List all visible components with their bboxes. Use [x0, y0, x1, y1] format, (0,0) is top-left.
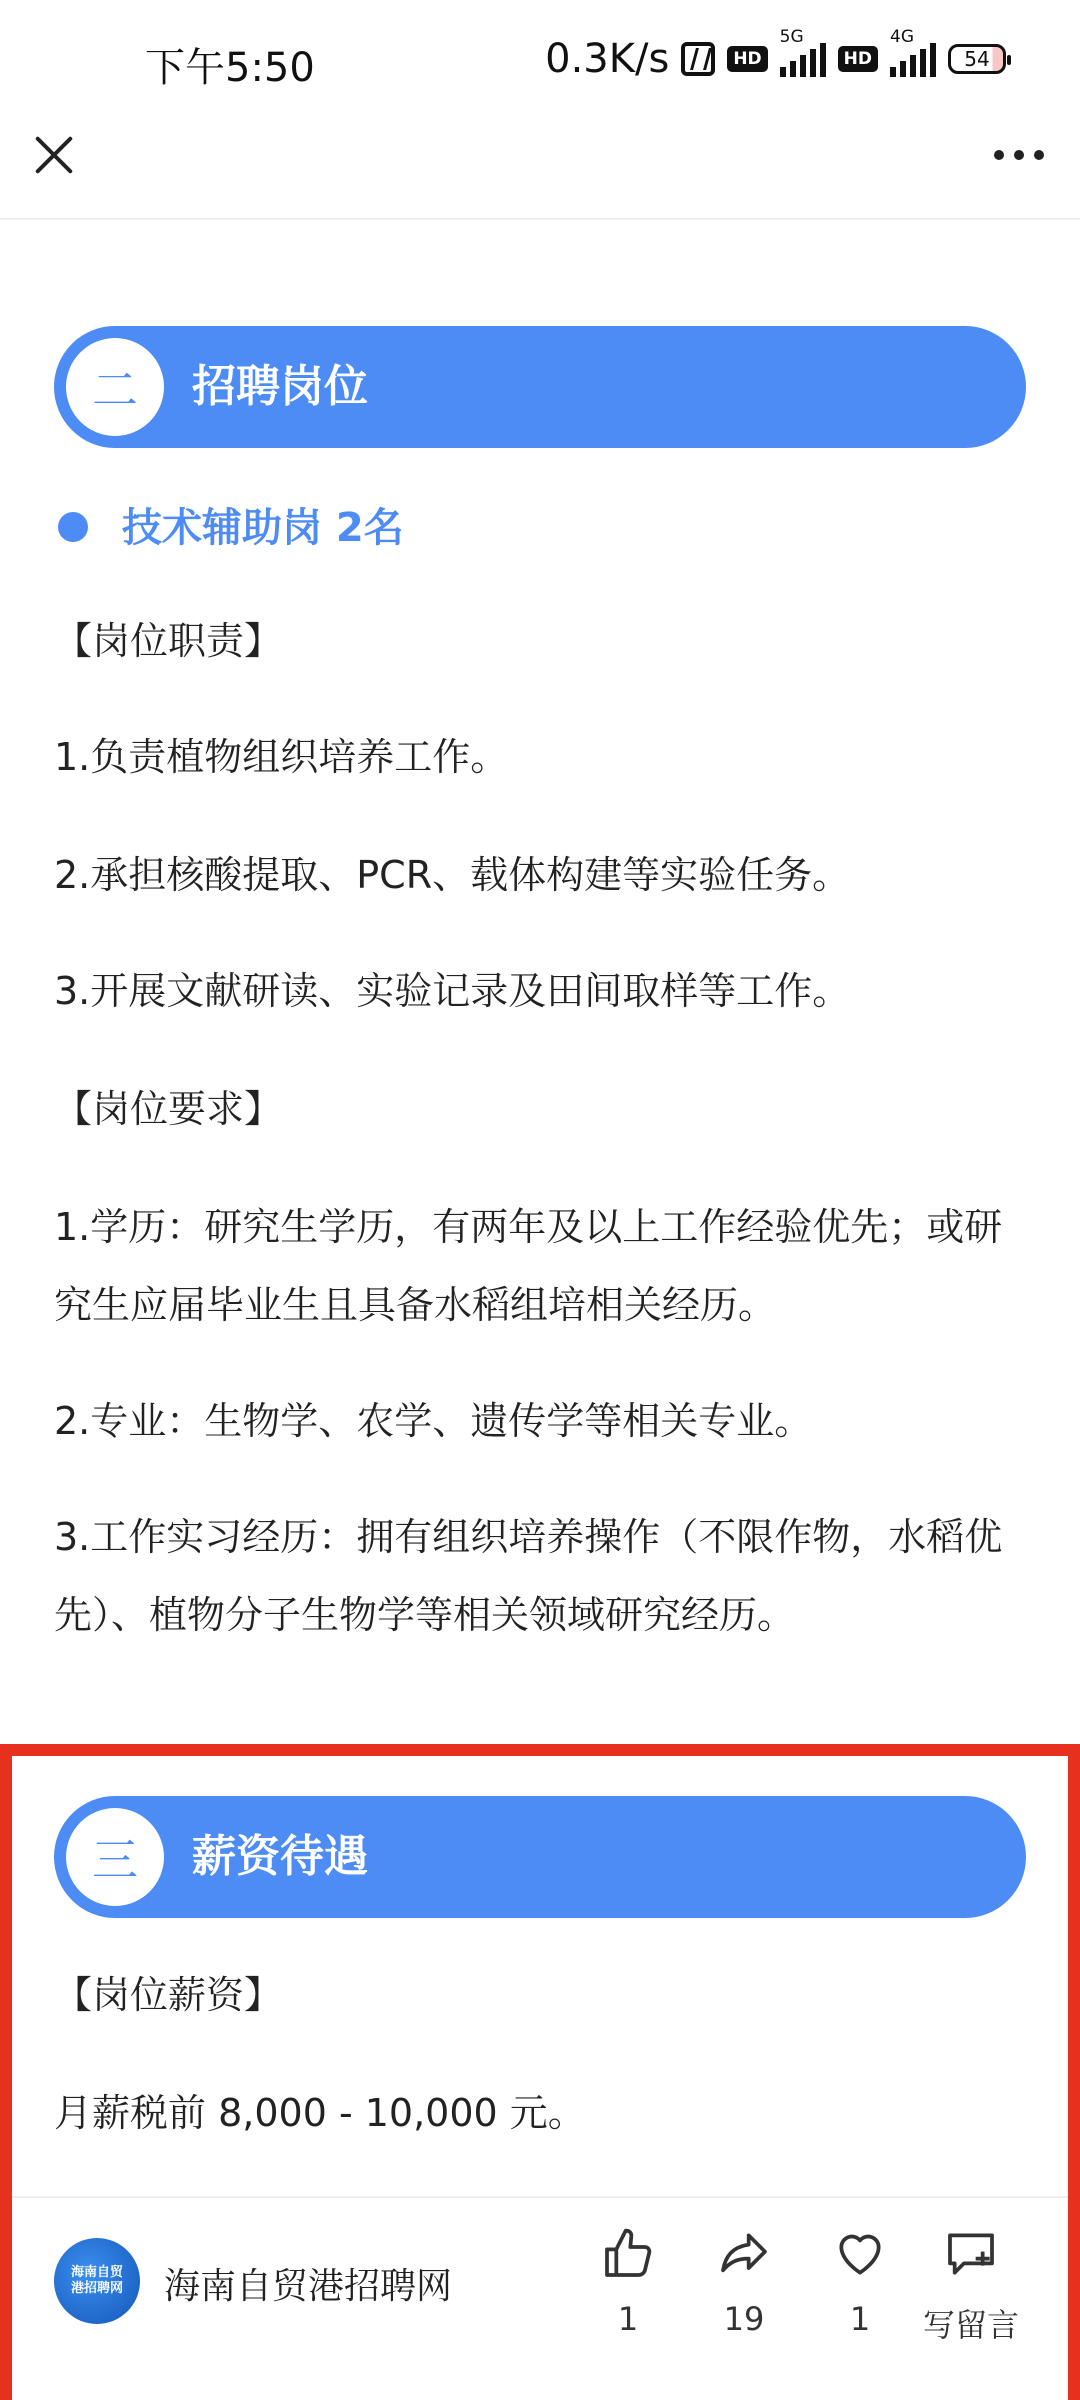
- net-4g-label: 4G: [890, 27, 914, 47]
- favorite-button[interactable]: [810, 2226, 910, 2338]
- close-icon[interactable]: [34, 134, 74, 174]
- thumbs-up-icon: [600, 2226, 656, 2282]
- section-header-salary: [54, 1796, 1026, 1918]
- section-number: 二: [66, 338, 164, 436]
- comment-label: 写留言: [922, 2306, 1019, 2344]
- account-name[interactable]: 海南自贸港招聘网: [164, 2266, 453, 2307]
- job-title: 技术辅助岗 2名: [122, 505, 404, 551]
- favorite-count: 1: [849, 2300, 871, 2338]
- requirements-heading: 【岗位要求】: [54, 1087, 283, 1131]
- nfc-icon: [681, 42, 715, 76]
- logo-text: 海南自贸港招聘网: [70, 2265, 123, 2296]
- duty-item-1: 1.负责植物组织培养工作。: [54, 735, 509, 779]
- salary-heading: 【岗位薪资】: [54, 1973, 283, 2017]
- share-arrow-icon: [716, 2226, 772, 2282]
- more-options-icon[interactable]: [994, 150, 1044, 160]
- bullet-dot-icon: [58, 512, 88, 542]
- hd-badge-2: HD: [838, 46, 878, 72]
- duty-item-3: 3.开展文献研读、实验记录及田间取样等工作。: [54, 969, 851, 1013]
- battery-level: 54: [964, 47, 990, 71]
- comment-add-icon: [943, 2226, 999, 2282]
- account-logo[interactable]: [54, 2238, 140, 2324]
- section-number: 三: [66, 1808, 164, 1906]
- section-header-positions: [54, 326, 1026, 448]
- requirement-item-3: 3.工作实习经历：拥有组织培养操作（不限作物，水稻优先）、植物分子生物学等相关领域研究经历。: [54, 1515, 1003, 1637]
- requirement-item-1: 1.学历：研究生学历，有两年及以上工作经验优先；或研究生应届毕业生且具备水稻组培相关经历。: [54, 1205, 1003, 1327]
- duty-item-2: 2.承担核酸提取、PCR、载体构建等实验任务。: [54, 853, 851, 897]
- heart-icon: [832, 2226, 888, 2282]
- share-button[interactable]: [694, 2226, 794, 2338]
- section-title: 薪资待遇: [192, 1831, 368, 1882]
- like-count: 1: [617, 2300, 639, 2338]
- share-count: 19: [723, 2300, 765, 2338]
- status-time: 下午5:50: [145, 45, 315, 91]
- signal-5g-icon: [779, 27, 826, 77]
- bottom-action-bar: [12, 2196, 1068, 2400]
- battery-icon: [948, 44, 1006, 74]
- net-5g-label: 5G: [779, 27, 804, 47]
- status-bar: [0, 0, 1080, 120]
- hd-badge: HD: [727, 46, 767, 72]
- comment-button[interactable]: [916, 2226, 1026, 2346]
- status-icons: [545, 27, 1006, 82]
- section-title: 招聘岗位: [192, 361, 368, 412]
- net-speed: 0.3K/s: [545, 36, 670, 82]
- duties-heading: 【岗位职责】: [54, 619, 283, 663]
- signal-4g-icon: [890, 27, 936, 77]
- top-nav-bar: [0, 120, 1080, 220]
- requirement-item-2: 2.专业：生物学、农学、遗传学等相关专业。: [54, 1399, 813, 1443]
- like-button[interactable]: [578, 2226, 678, 2338]
- salary-text: 月薪税前 8,000 - 10,000 元。: [54, 2091, 586, 2135]
